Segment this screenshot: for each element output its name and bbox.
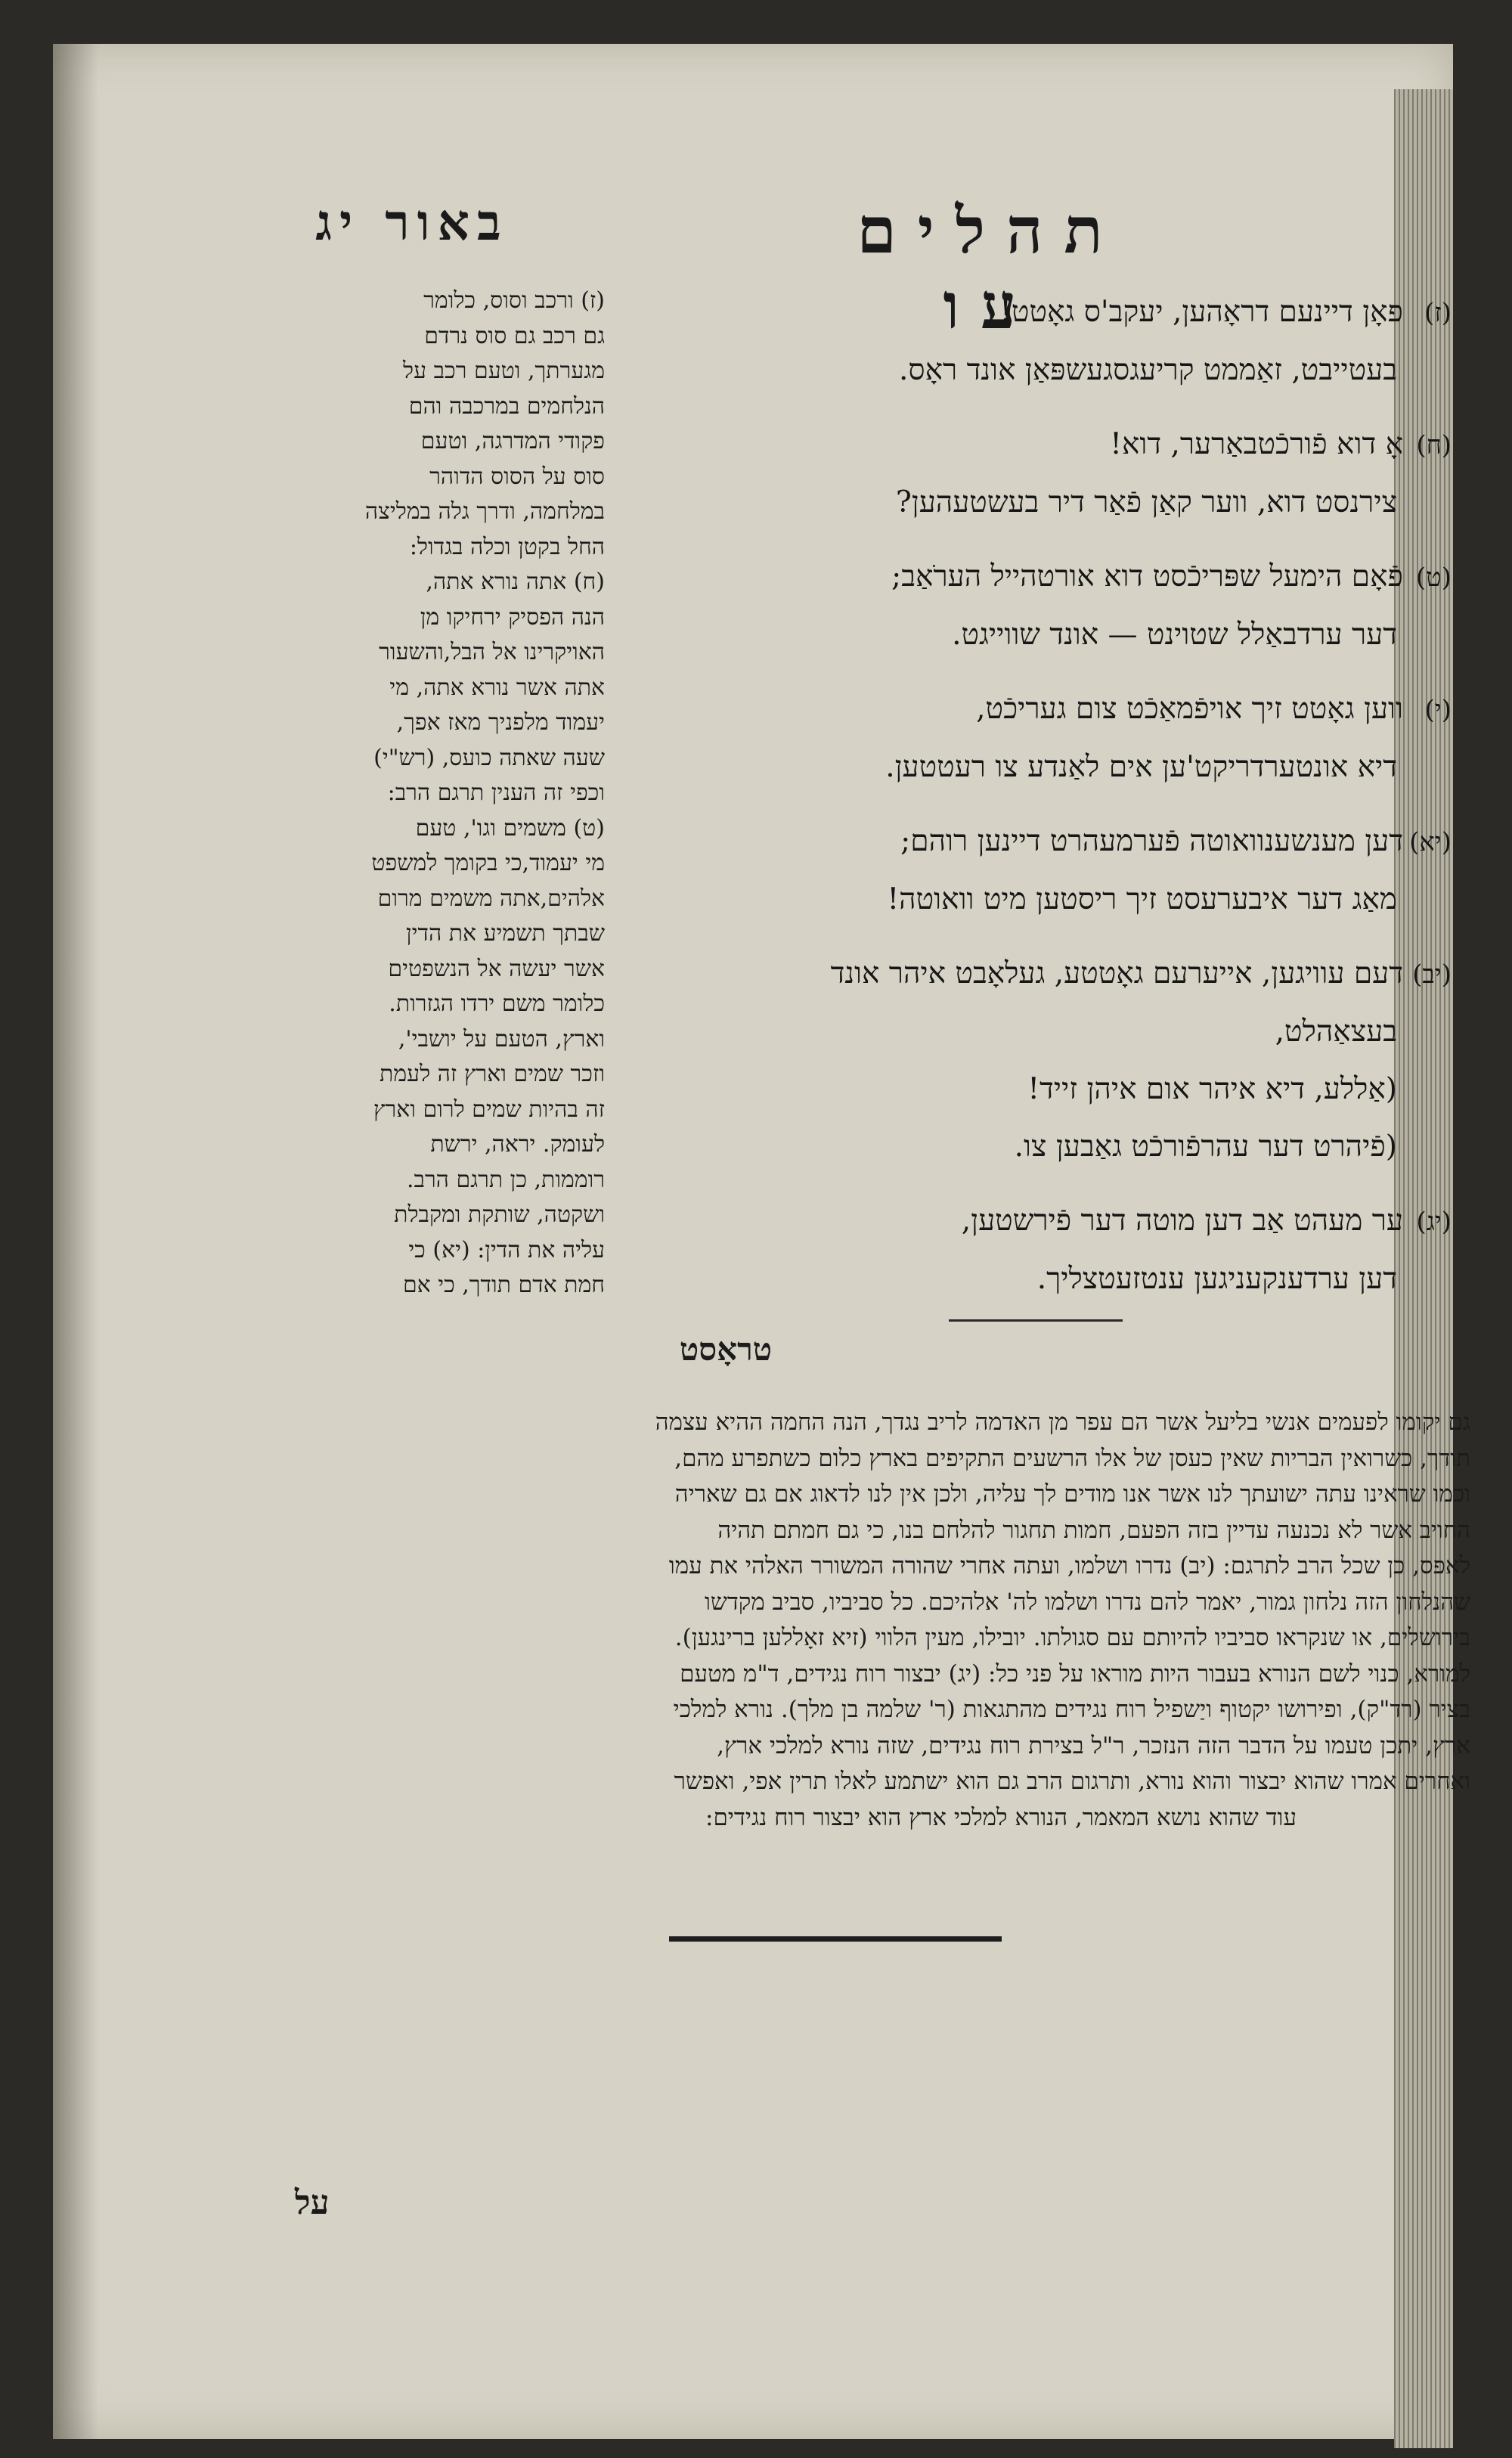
commentary-line: עוד שהוא נושא המאמר, הנורא למלכי ארץ הוא יבצור רוח נגידים: bbox=[705, 1803, 1297, 1831]
commentary-line: ושקטה, שותקת ומקבלת bbox=[394, 1201, 605, 1228]
commentary-line: אשר יעשה אל הנשפטים bbox=[388, 955, 605, 982]
verse-number: (יב) bbox=[1412, 959, 1452, 990]
page-header-title: תהלים עו bbox=[857, 193, 1124, 343]
commentary-line: גם רכב גם סוס נרדם bbox=[424, 322, 605, 349]
bottom-commentary bbox=[265, 1405, 1470, 1836]
commentary-line: מגערתך, וטעם רכב על bbox=[403, 358, 605, 384]
commentary-line: שבתך תשמיע את הדין bbox=[406, 920, 605, 947]
verse-line: (ח)אָ דוא פֿורכֿטבאַרער, דוא! bbox=[635, 416, 1452, 474]
commentary-line: אלהים,אתה משמים מרום bbox=[377, 885, 605, 912]
verse-line: מאַג דער איבערעסט זיך ריסטען מיט וואוטה! bbox=[887, 882, 1397, 916]
commentary-line: הנלחמים במרכבה והם bbox=[408, 392, 605, 420]
commentary-line: (ט) משמים וגו', טעם bbox=[415, 814, 605, 842]
verse-line: דען ערדענקעניגען ענטזעטצליך. bbox=[1036, 1262, 1397, 1296]
section-label: טראָסט bbox=[679, 1331, 773, 1368]
commentary-line: למורא, כנוי לשם הנורא בעבור היות מוראו על פני כל: (יג) יבצור רוח נגידים, ד"מ מטעם bbox=[680, 1660, 1470, 1688]
verse-number: (ט) bbox=[1415, 563, 1452, 593]
verse-line: (י)ווען גאָטט זיך אויפֿמאַכֿט צום געריכֿט, bbox=[635, 680, 1452, 739]
commentary-line: (ז) ורכב וסוס, כלומר bbox=[423, 287, 605, 314]
commentary-line: לאפס, כן שכל הרב לתרגם: (יב) נדרו ושלמו, ועתה אחרי שהורה המשורר האלהי את עמו bbox=[668, 1552, 1470, 1579]
verse-line: בעצאַהלט, bbox=[1275, 1015, 1397, 1049]
commentary-line: גם יקומו לפעמים אנשי בליעל אשר הם עפר מן האדמה לריב נגדך, הנה החמה ההיא עצמה bbox=[655, 1409, 1470, 1436]
commentary-line: במלחמה, ודרך גלה במליצה bbox=[364, 498, 605, 525]
commentary-line: רוממות, כן תרגם הרב. bbox=[406, 1166, 605, 1193]
commentary-line: ארץ, יתכן טעמו על הדבר הזה הנזכר, ר"ל בצירת רוח נגידים, שזה נורא למלכי ארץ, bbox=[717, 1731, 1470, 1759]
verse-number: (ח) bbox=[1416, 430, 1452, 460]
verse-line: בעטייבט, זאַממט קריעגסגעשפּאַן אונד ראָס. bbox=[899, 353, 1397, 387]
commentary-line: וארץ, הטעם על יושבי', bbox=[398, 1025, 605, 1052]
commentary-line: וזכר שמים וארץ זה לעמת bbox=[380, 1061, 605, 1087]
verse-line: (יג)ער מעהט אַב דען מוטה דער פֿירשטען, bbox=[635, 1192, 1452, 1251]
verse-line: (ז)פאָן דיינעם דראָהען, יעקב'ס גאָטט! bbox=[635, 284, 1452, 342]
commentary-line: החויב אשר לא נכנעה עדיין בזה הפעם, חמות תחגור להלחם בנו, כי גם חמתם תהיה bbox=[717, 1516, 1470, 1544]
verse-number: (ז) bbox=[1424, 298, 1452, 328]
commentary-line: האויקרינו אל הבל,והשעור bbox=[379, 639, 605, 665]
verse-line: (ט)פֿאָם הימעל שפּריכֿסט דוא אורטהייל הערֹאַב; bbox=[635, 548, 1452, 606]
commentary-line: כלומר משם ירדו הגזרות. bbox=[389, 990, 605, 1017]
commentary-line: לעומק. יראה, ירשת bbox=[430, 1131, 605, 1158]
poem-column bbox=[635, 284, 1452, 1325]
verse-line: (פֿיהרט דער עהרפֿורכֿט גאַבען צו. bbox=[1014, 1130, 1397, 1164]
commentary-line: יעמוד מלפניך מאז אפך, bbox=[396, 709, 605, 736]
gutter-shadow bbox=[53, 44, 98, 2439]
commentary-line: בציר (רד"ק), ופירושו יקטוף ויַשפיל רוח נגידים מהתגאות (ר' שלמה בן מלך). נורא למלכי bbox=[673, 1696, 1470, 1723]
catchword: על bbox=[295, 2184, 330, 2222]
verse-number: (יג) bbox=[1416, 1207, 1452, 1237]
verse-line: (יא)דען מענשענוואוטה פֿערמעהרט דיינען רוהם; bbox=[635, 813, 1452, 871]
verse-number: (יא) bbox=[1409, 827, 1452, 857]
verse-10 bbox=[635, 680, 1452, 796]
commentary-column bbox=[272, 284, 605, 1303]
commentary-line: זה בהיות שמים לרום וארץ bbox=[373, 1096, 605, 1123]
verse-line: (אַללע, דיא איהר אום איהן זייד! bbox=[1027, 1072, 1397, 1106]
verse-11 bbox=[635, 813, 1452, 928]
page-end-rule bbox=[669, 1936, 1002, 1942]
commentary-line: שעה שאתה כועס, (רש"י) bbox=[373, 744, 605, 771]
verse-end-rule bbox=[949, 1319, 1123, 1322]
verse-9 bbox=[635, 548, 1452, 664]
commentary-line: עליה את הדין: (יא) כי bbox=[408, 1236, 605, 1263]
commentary-line: שהנלחון הזה נלחון גמור, יאמר להם נדרו ושלמו לה' אלהיכם. כל סביביו, סביב מקדשו bbox=[704, 1588, 1470, 1616]
commentary-line: פקודי המדרגה, וטעם bbox=[420, 428, 605, 454]
commentary-line: החל בקטן וכלה בגדול: bbox=[409, 533, 605, 560]
commentary-line: בירושלים, או שנקראו סביביו להיותם עם סגולתו. יובילו, מעין הלווי (זיא זאָללען ברינגען). bbox=[674, 1624, 1470, 1651]
commentary-line: סוס על הסוס הדוהר bbox=[429, 463, 605, 490]
verse-13 bbox=[635, 1192, 1452, 1308]
verse-line: (יב)דעם עוויגען, אייערעם גאָטטע, געלאָבט איהר אונד bbox=[635, 945, 1452, 1003]
verse-7 bbox=[635, 284, 1452, 399]
page-header-commentary-title: באור יג bbox=[315, 193, 509, 252]
commentary-line: וכמו שראינו עתה ישועתך לנו אשר אנו מודים לך עליה, ולכן אין לנו לדאוג אם גם שאריה bbox=[674, 1480, 1470, 1508]
commentary-line: מי יעמוד,כי בקומך למשפט bbox=[371, 850, 605, 876]
commentary-line: אתה אשר נורא אתה, מי bbox=[389, 674, 605, 701]
commentary-line: (ח) אתה נורא אתה, bbox=[426, 569, 605, 595]
verse-8 bbox=[635, 416, 1452, 532]
commentary-line: וכפי זה הענין תרגם הרב: bbox=[387, 780, 605, 806]
verse-12 bbox=[635, 945, 1452, 1176]
verse-number: (י) bbox=[1424, 695, 1452, 725]
commentary-line: ואחרים אמרו שהוא יבצור והוא נורא, ותרגום הרב גם הוא ישתמע לאלו תרין אפי, ואפשר bbox=[674, 1768, 1470, 1795]
commentary-line: תודך, כשרואין הבריות שאין כעסן של אלו הרשעים התקיפים בארץ כלום כשתפרע מהם, bbox=[674, 1444, 1470, 1472]
commentary-line: הנה הפסיק ירחיקו מן bbox=[420, 603, 605, 631]
commentary-line: חמת אדם תודך, כי אם bbox=[402, 1272, 605, 1298]
verse-line: צירנסט דוא, ווער קאַן פֿאַר דיר בעשטעהען? bbox=[895, 485, 1397, 519]
verse-line: דער ערדבאַלל שטוינט — אונד שווייגט. bbox=[952, 618, 1397, 652]
verse-line: דיא אונטערדריקט'ען אים לאַנדע צו רעטטען. bbox=[885, 750, 1397, 784]
